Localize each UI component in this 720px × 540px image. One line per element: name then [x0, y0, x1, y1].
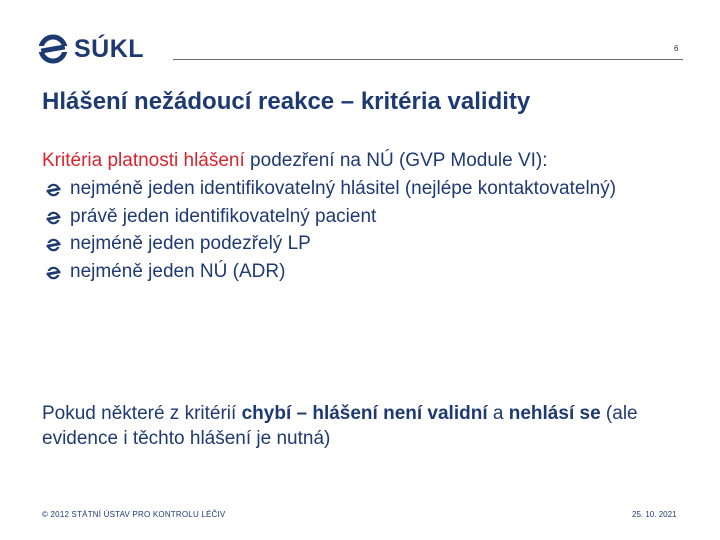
logo-text: SÚKL: [74, 34, 145, 63]
criteria-intro: [42, 149, 692, 173]
list-item-text: nejméně jeden NÚ (ADR): [70, 261, 286, 282]
intro-rest: podezření na NÚ (GVP Module VI):: [244, 150, 548, 171]
validity-note: [42, 402, 692, 451]
bullet-icon: [45, 183, 62, 197]
list-item: [42, 177, 692, 201]
criteria-section: [42, 149, 692, 288]
list-item-text: nejméně jeden podezřelý LP: [70, 233, 311, 255]
bullet-icon: [45, 238, 62, 252]
footer-copyright: © 2012 STÁTNÍ ÚSTAV PRO KONTROLU LÉČIV: [42, 510, 226, 519]
list-item-text: nejméně jeden identifikovatelný hlásitel (nejlépe kontaktovatelný): [70, 177, 617, 199]
list-item: [42, 232, 692, 256]
list-item: [42, 260, 692, 284]
list-item: [42, 205, 692, 229]
sukl-logo: [38, 32, 144, 66]
note-text: a: [487, 403, 509, 424]
bullet-icon: [45, 266, 62, 280]
slide-title: Hlášení nežádoucí reakce – kritéria validity: [42, 88, 531, 115]
note-bold: nehlásí se: [508, 403, 601, 424]
intro-highlight: Kritéria platnosti hlášení: [42, 150, 245, 171]
page-number: 6: [674, 44, 679, 53]
footer-date: 25. 10. 2021: [632, 510, 677, 519]
header-divider: [173, 59, 683, 60]
list-item-text: právě jeden identifikovatelný pacient: [70, 205, 377, 227]
note-bold: chybí – hlášení není validní: [241, 403, 488, 424]
bullet-icon: [45, 211, 62, 225]
note-text: (ale evidence i těchto hlášení je nutná): [42, 403, 638, 449]
criteria-list: [42, 177, 692, 284]
sukl-logo-icon: [38, 34, 68, 64]
note-text: Pokud některé z kritérií: [42, 403, 242, 424]
